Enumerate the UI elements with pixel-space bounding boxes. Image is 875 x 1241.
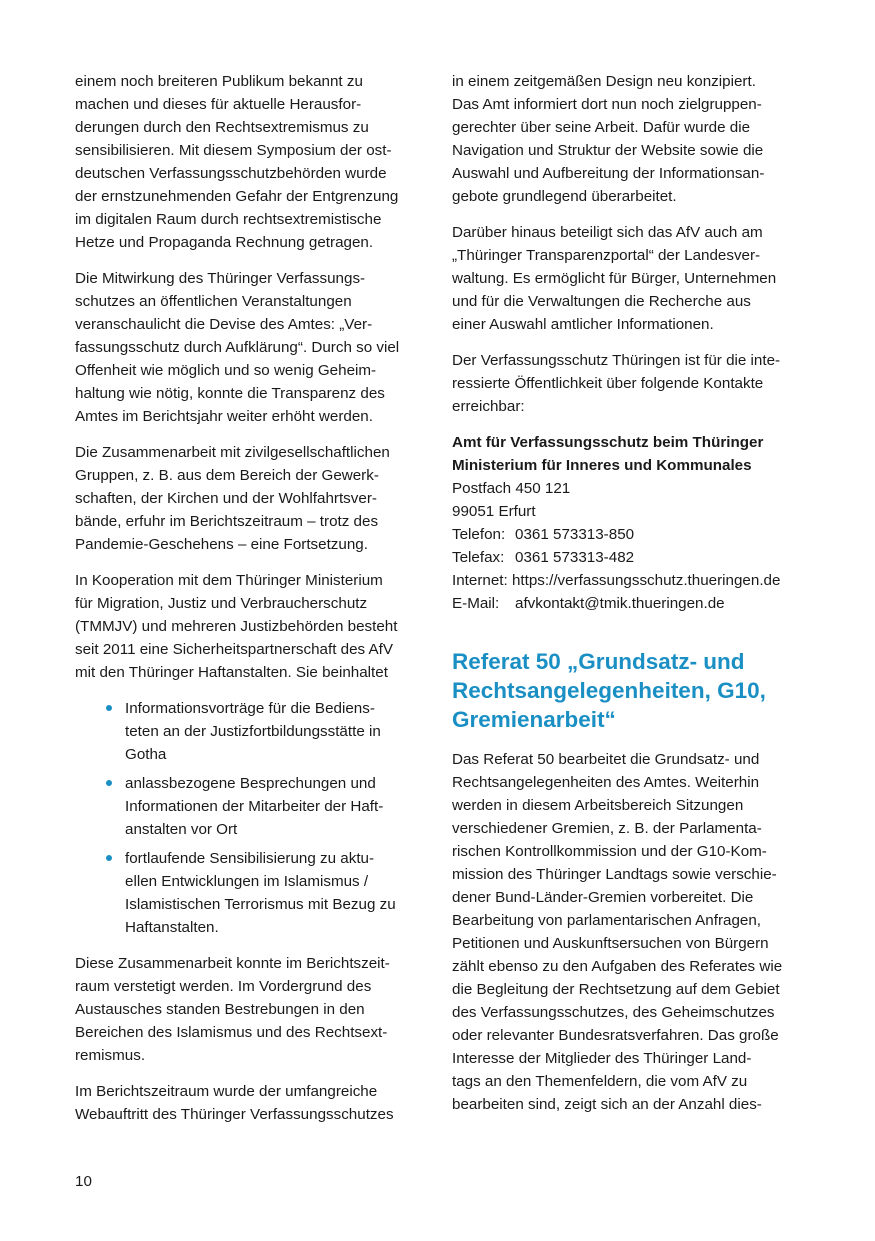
section-heading-referat-50 (452, 647, 804, 734)
contact-title: Amt für Verfassungsschutz beim Thüringer (452, 434, 764, 451)
email-link[interactable]: afvkontakt@tmik.thueringen.de (515, 595, 725, 612)
text-line: im digitalen Raum durch rechtsextremistische (75, 211, 382, 228)
contact-city: 99051 Erfurt (452, 503, 536, 520)
text-line: schaften, der Kirchen und der Wohlfahrtsver- (75, 490, 377, 507)
text-line: anlassbezogene Besprechungen und (125, 775, 376, 792)
contact-postfach: Postfach 450 121 (452, 480, 571, 497)
text-line: Das Referat 50 bearbeitet die Grundsatz- und (452, 751, 760, 768)
text-line: in einem zeitgemäßen Design neu konzipiert. (452, 73, 756, 90)
text-line: sensibilisieren. Mit diesem Symposium der ost- (75, 142, 392, 159)
heading-line: Rechtsangelegenheiten, G10, (452, 678, 766, 703)
text-line: derungen durch den Rechtsextremismus zu (75, 119, 369, 136)
text-line: tags an den Themenfeldern, die vom AfV zu (452, 1073, 748, 1090)
text-line: werden in diesem Arbeitsbereich Sitzungen (452, 797, 744, 814)
bullet-icon (106, 705, 112, 711)
paragraph-contacts-intro (452, 349, 804, 418)
paragraph-cooperation (75, 569, 427, 684)
text-line: einem noch breiteren Publikum bekannt zu (75, 73, 363, 90)
text-line: Im Berichtszeitraum wurde der umfangreiche (75, 1083, 378, 1100)
bullet-list (75, 697, 427, 939)
text-line: des Verfassungsschutzes, des Geheimschutzes (452, 1004, 775, 1021)
fax-label: Telefax: (452, 549, 505, 566)
fax-value: 0361 573313-482 (515, 549, 635, 566)
paragraph-civil-society (75, 441, 427, 556)
phone-value: 0361 573313-850 (515, 526, 635, 543)
page-number: 10 (75, 1173, 92, 1190)
text-line: Rechtsangelegenheiten des Amtes. Weiterhin (452, 774, 760, 791)
internet-label: Internet: (452, 572, 508, 589)
paragraph-symposium (75, 70, 427, 254)
text-line: gebote grundlegend überarbeitet. (452, 188, 677, 205)
text-line: machen und dieses für aktuelle Herausfor- (75, 96, 362, 113)
text-line: Auswahl und Aufbereitung der Informationsan- (452, 165, 765, 182)
text-line: dener Bund-Länder-Gremien vorbereitet. Die (452, 889, 754, 906)
text-line: zählt ebenso zu den Aufgaben des Referates wie (452, 958, 783, 975)
text-line: Bearbeitung von parlamentarischen Anfragen, (452, 912, 762, 929)
text-line: Gruppen, z. B. aus dem Bereich der Gewerk- (75, 467, 379, 484)
contact-block (452, 431, 804, 615)
text-line: Offenheit wie möglich und so wenig Geheim- (75, 362, 377, 379)
text-line: Die Mitwirkung des Thüringer Verfassungs- (75, 270, 366, 287)
left-column (75, 70, 427, 1139)
contact-phone-row (452, 523, 804, 546)
heading-line: Referat 50 „Grundsatz- und (452, 649, 745, 674)
list-item (125, 697, 427, 766)
text-line: bände, erfuhr im Berichtszeitraum – trotz des (75, 513, 379, 530)
text-line: Austausches standen Bestrebungen in den (75, 1001, 365, 1018)
text-line: raum verstetigt werden. Im Vordergrund des (75, 978, 372, 995)
text-line: für Migration, Justiz und Verbraucherschutz (75, 595, 368, 612)
text-line: der ernstzunehmenden Gefahr der Entgrenzung (75, 188, 399, 205)
text-line: Bereichen des Islamismus und des Rechtsext- (75, 1024, 388, 1041)
text-line: fassungsschutz durch Aufklärung“. Durch so viel (75, 339, 400, 356)
paragraph-public-events (75, 267, 427, 428)
text-line: Navigation und Struktur der Website sowie die (452, 142, 764, 159)
paragraph-website (75, 1080, 427, 1126)
contact-email-row (452, 592, 804, 615)
text-line: Islamistischen Terrorismus mit Bezug zu (125, 896, 396, 913)
text-line: Die Zusammenarbeit mit zivilgesellschaftlichen (75, 444, 390, 461)
email-label: E-Mail: (452, 595, 500, 612)
text-line: Petitionen und Auskunftsersuchen von Bürgern (452, 935, 769, 952)
text-line: gerechter über seine Arbeit. Dafür wurde die (452, 119, 751, 136)
text-line: Webauftritt des Thüringer Verfassungsschutzes (75, 1106, 394, 1123)
text-line: teten an der Justizfortbildungsstätte in (125, 723, 381, 740)
text-line: verschiedener Gremien, z. B. der Parlamenta- (452, 820, 762, 837)
text-line: rischen Kontrollkommission und der G10-Kom- (452, 843, 767, 860)
list-item (125, 847, 427, 939)
text-line: veranschaulicht die Devise des Amtes: „Ver- (75, 316, 373, 333)
heading-line: Gremienarbeit“ (452, 707, 616, 732)
text-line: waltung. Es ermöglicht für Bürger, Unternehmen (452, 270, 777, 287)
text-line: Haftanstalten. (125, 919, 219, 936)
text-line: Gotha (125, 746, 167, 763)
paragraph-referat-50 (452, 748, 804, 1116)
text-line: Informationen der Mitarbeiter der Haft- (125, 798, 384, 815)
contact-internet-row (452, 569, 804, 592)
text-line: Das Amt informiert dort nun noch zielgruppen- (452, 96, 762, 113)
bullet-icon (106, 855, 112, 861)
text-line: (TMMJV) und mehreren Justizbehörden besteht (75, 618, 398, 635)
text-line: Amtes im Berichtsjahr weiter erhöht werden. (75, 408, 373, 425)
text-line: seit 2011 eine Sicherheitspartnerschaft des AfV (75, 641, 394, 658)
text-line: Der Verfassungsschutz Thüringen ist für die inte- (452, 352, 781, 369)
text-line: „Thüringer Transparenzportal“ der Landesver- (452, 247, 761, 264)
text-line: die Begleitung der Rechtsetzung auf dem Gebiet (452, 981, 780, 998)
text-line: anstalten vor Ort (125, 821, 238, 838)
text-line: fortlaufende Sensibilisierung zu aktu- (125, 850, 375, 867)
text-line: erreichbar: (452, 398, 525, 415)
text-line: mit den Thüringer Haftanstalten. Sie beinhaltet (75, 664, 388, 681)
internet-link[interactable]: https://verfassungsschutz.thueringen.de (511, 572, 781, 589)
text-line: remismus. (75, 1047, 146, 1064)
text-line: Hetze und Propaganda Rechnung getragen. (75, 234, 374, 251)
paragraph-website-continued (452, 70, 804, 208)
text-line: einer Auswahl amtlicher Informationen. (452, 316, 714, 333)
text-line: und für die Verwaltungen die Recherche aus (452, 293, 751, 310)
list-item (125, 772, 427, 841)
phone-label: Telefon: (452, 526, 506, 543)
paragraph-transparency-portal (452, 221, 804, 336)
text-line: schutzes an öffentlichen Veranstaltungen (75, 293, 352, 310)
text-line: Interesse der Mitglieder des Thüringer Land- (452, 1050, 752, 1067)
text-line: In Kooperation mit dem Thüringer Ministerium (75, 572, 383, 589)
text-line: Diese Zusammenarbeit konnte im Berichtszeit- (75, 955, 390, 972)
text-line: Darüber hinaus beteiligt sich das AfV auch am (452, 224, 763, 241)
text-line: Informationsvorträge für die Bediens- (125, 700, 375, 717)
paragraph-continuity (75, 952, 427, 1067)
text-line: ellen Entwicklungen im Islamismus / (125, 873, 369, 890)
text-line: ressierte Öffentlichkeit über folgende Kontakte (452, 375, 764, 392)
bullet-icon (106, 780, 112, 786)
right-column (452, 70, 804, 1129)
text-line: Pandemie-Geschehens – eine Fortsetzung. (75, 536, 368, 553)
contact-title: Ministerium für Inneres und Kommunales (452, 457, 752, 474)
text-line: oder relevanter Bundesratsverfahren. Das große (452, 1027, 779, 1044)
text-line: deutschen Verfassungsschutzbehörden wurde (75, 165, 387, 182)
text-line: haltung wie nötig, konnte die Transparenz des (75, 385, 385, 402)
text-line: mission des Thüringer Landtags sowie verschie- (452, 866, 777, 883)
text-line: bearbeiten sind, zeigt sich an der Anzahl dies- (452, 1096, 762, 1113)
contact-fax-row (452, 546, 804, 569)
